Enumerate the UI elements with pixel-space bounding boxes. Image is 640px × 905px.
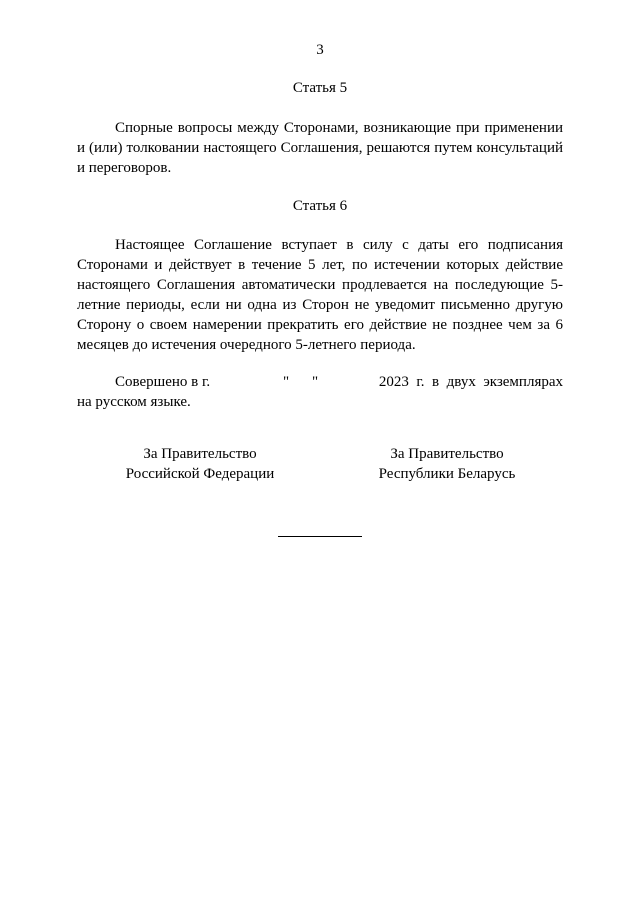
signature-russia-line2: Российской Федерации xyxy=(125,466,275,482)
execution-place: Совершено в г. xyxy=(115,374,211,390)
article-6-body: Настоящее Соглашение вступает в силу с даты его подписания Сторонами и действует в течение 5 лет, по истечении которых действие настоящего Соглашения автоматически продлевается на последующие 5-летние периоды, если ни одна из Сторон не уведомит письменно другую Сторону о своем намерении прекратить его действие не позднее чем за 6 месяцев до истечения очередного 5-летнего периода. xyxy=(77,237,563,353)
article-5-text xyxy=(77,118,563,178)
execution-year-copies: 2023 г. в двух экземплярах xyxy=(378,374,563,390)
signature-russia-line1: За Правительство xyxy=(143,446,257,462)
execution-clause xyxy=(77,372,563,412)
article-5-heading: Статья 5 xyxy=(292,80,348,96)
article-6-text xyxy=(77,235,563,355)
article-6-heading: Статья 6 xyxy=(292,198,348,214)
execution-line-1 xyxy=(77,372,563,392)
signature-block-russia xyxy=(75,444,325,484)
signature-block-belarus xyxy=(322,444,572,484)
end-of-document-rule xyxy=(278,536,362,537)
execution-quote-open: " xyxy=(283,374,290,390)
signature-belarus-line2: Республики Беларусь xyxy=(378,466,516,482)
execution-language: на русском языке. xyxy=(77,394,191,410)
signature-belarus-line1: За Правительство xyxy=(390,446,504,462)
page-number: 3 xyxy=(316,42,324,58)
article-5-body: Спорные вопросы между Сторонами, возникающие при применении и (или) толковании настоящего Соглашения, решаются путем консультаций и переговоров. xyxy=(77,120,563,176)
execution-quote-close: " xyxy=(312,374,319,390)
